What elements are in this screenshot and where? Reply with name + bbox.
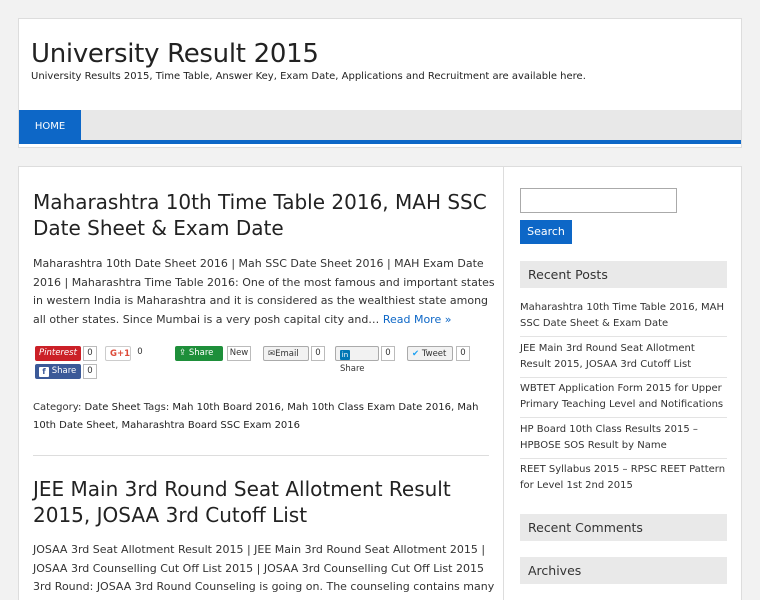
linkedin-icon: in	[341, 351, 349, 359]
category-label: Category:	[33, 402, 82, 413]
tag-link[interactable]: Mah 10th Class Exam Date 2016	[287, 402, 451, 413]
facebook-button[interactable]	[35, 364, 81, 379]
divider	[520, 377, 727, 378]
post-excerpt	[33, 255, 495, 329]
linkedin-count: 0	[381, 346, 395, 361]
post-title[interactable]: Maharashtra 10th Time Table 2016, MAH SSC Date Sheet & Exam Date	[33, 190, 487, 240]
main-navigation	[19, 110, 741, 144]
google-plus-count: 0	[133, 346, 147, 361]
divider	[520, 458, 727, 459]
read-more-link[interactable]: Read More »	[382, 312, 452, 326]
pinterest-button[interactable]: Pinterest	[35, 346, 81, 361]
search-input[interactable]	[520, 188, 677, 213]
email-button[interactable]	[263, 346, 309, 361]
share-count: New	[227, 346, 251, 361]
tag-link[interactable]: Maharashtra Board SSC Exam 2016	[121, 420, 301, 431]
share-icon: ⇪	[179, 348, 189, 358]
sidebar	[503, 166, 742, 600]
post-meta: Category: Date Sheet Tags: Mah 10th Board 2016, Mah 10th Class Exam Date 2016, Mah 10th Date Sheet, Maharashtra Board SSC Exam 2016	[33, 402, 479, 431]
divider	[520, 336, 727, 337]
email-button-label: Email	[275, 349, 299, 359]
tag-link[interactable]: Mah 10th Date Sheet	[33, 402, 479, 431]
tag-link[interactable]: Mah 10th Board 2016	[172, 402, 281, 413]
share-buttons	[35, 346, 495, 374]
post-divider	[33, 455, 489, 456]
share-button-label: Share	[188, 348, 214, 358]
share-buttons-row-2	[35, 364, 135, 380]
site-title[interactable]: University Result 2015	[31, 39, 319, 69]
email-count: 0	[311, 346, 325, 361]
recent-post-link[interactable]: WBTET Application Form 2015 for Upper Primary Teaching Level and Notifications	[520, 383, 724, 410]
recent-post-link[interactable]: Maharashtra 10th Time Table 2016, MAH SSC Date Sheet & Exam Date	[520, 302, 724, 329]
share-button[interactable]	[175, 346, 223, 361]
facebook-button-label: Share	[51, 366, 77, 376]
tweet-button-label: Tweet	[421, 349, 447, 359]
linkedin-button-label: Share	[340, 364, 365, 374]
category-link[interactable]: Date Sheet	[84, 402, 141, 413]
post-title[interactable]: JEE Main 3rd Round Seat Allotment Result 2015, JOSAA 3rd Cutoff List	[33, 477, 451, 527]
main-content	[18, 166, 504, 600]
tweet-count: 0	[456, 346, 470, 361]
search-button[interactable]: Search	[520, 220, 572, 244]
pinterest-count: 0	[83, 346, 97, 361]
site-description: University Results 2015, Time Table, Answer Key, Exam Date, Applications and Recruitment are available here.	[31, 71, 586, 82]
tweet-button[interactable]	[407, 346, 453, 361]
linkedin-button[interactable]	[335, 346, 379, 374]
facebook-count: 0	[83, 364, 97, 379]
tags-label: Tags:	[143, 402, 170, 413]
nav-item-home[interactable]: HOME	[19, 110, 81, 144]
twitter-icon: ✔	[412, 349, 420, 359]
recent-post-link[interactable]: HP Board 10th Class Results 2015 – HPBOSE SOS Result by Name	[520, 424, 698, 451]
archives-heading: Archives	[520, 557, 727, 584]
recent-posts-heading: Recent Posts	[520, 261, 727, 288]
google-plus-button[interactable]: G+1	[105, 346, 131, 361]
post-excerpt: JOSAA 3rd Seat Allotment Result 2015 | JEE Main 3rd Round Seat Allotment 2015 | JOSAA 3rd Counselling Cut Off List 2015 | JOSAA 3rd Counselling Cut Off List 2015 3rd Round: JOSAA 3rd Round Counseling is going on. The counseling contains many	[33, 543, 495, 593]
post-excerpt-text: Maharashtra 10th Date Sheet 2016 | Mah SSC Date Sheet 2016 | MAH Exam Date 2016 | Maharashtra Time Table 2016: One of the most famous and important states in western India is Maharashtra and it is considered as the wealthiest state among all other states. Since Mumbai is a very posh capital city and…	[33, 257, 495, 326]
mail-icon: ✉	[268, 349, 276, 359]
recent-comments-heading: Recent Comments	[520, 514, 727, 541]
recent-post-link[interactable]: JEE Main 3rd Round Seat Allotment Result 2015, JOSAA 3rd Cutoff List	[520, 343, 695, 370]
recent-post-link[interactable]: REET Syllabus 2015 – RPSC REET Pattern for Level 1st 2nd 2015	[520, 464, 726, 491]
facebook-icon: f	[39, 367, 49, 377]
site-header	[18, 18, 742, 148]
divider	[520, 417, 727, 418]
